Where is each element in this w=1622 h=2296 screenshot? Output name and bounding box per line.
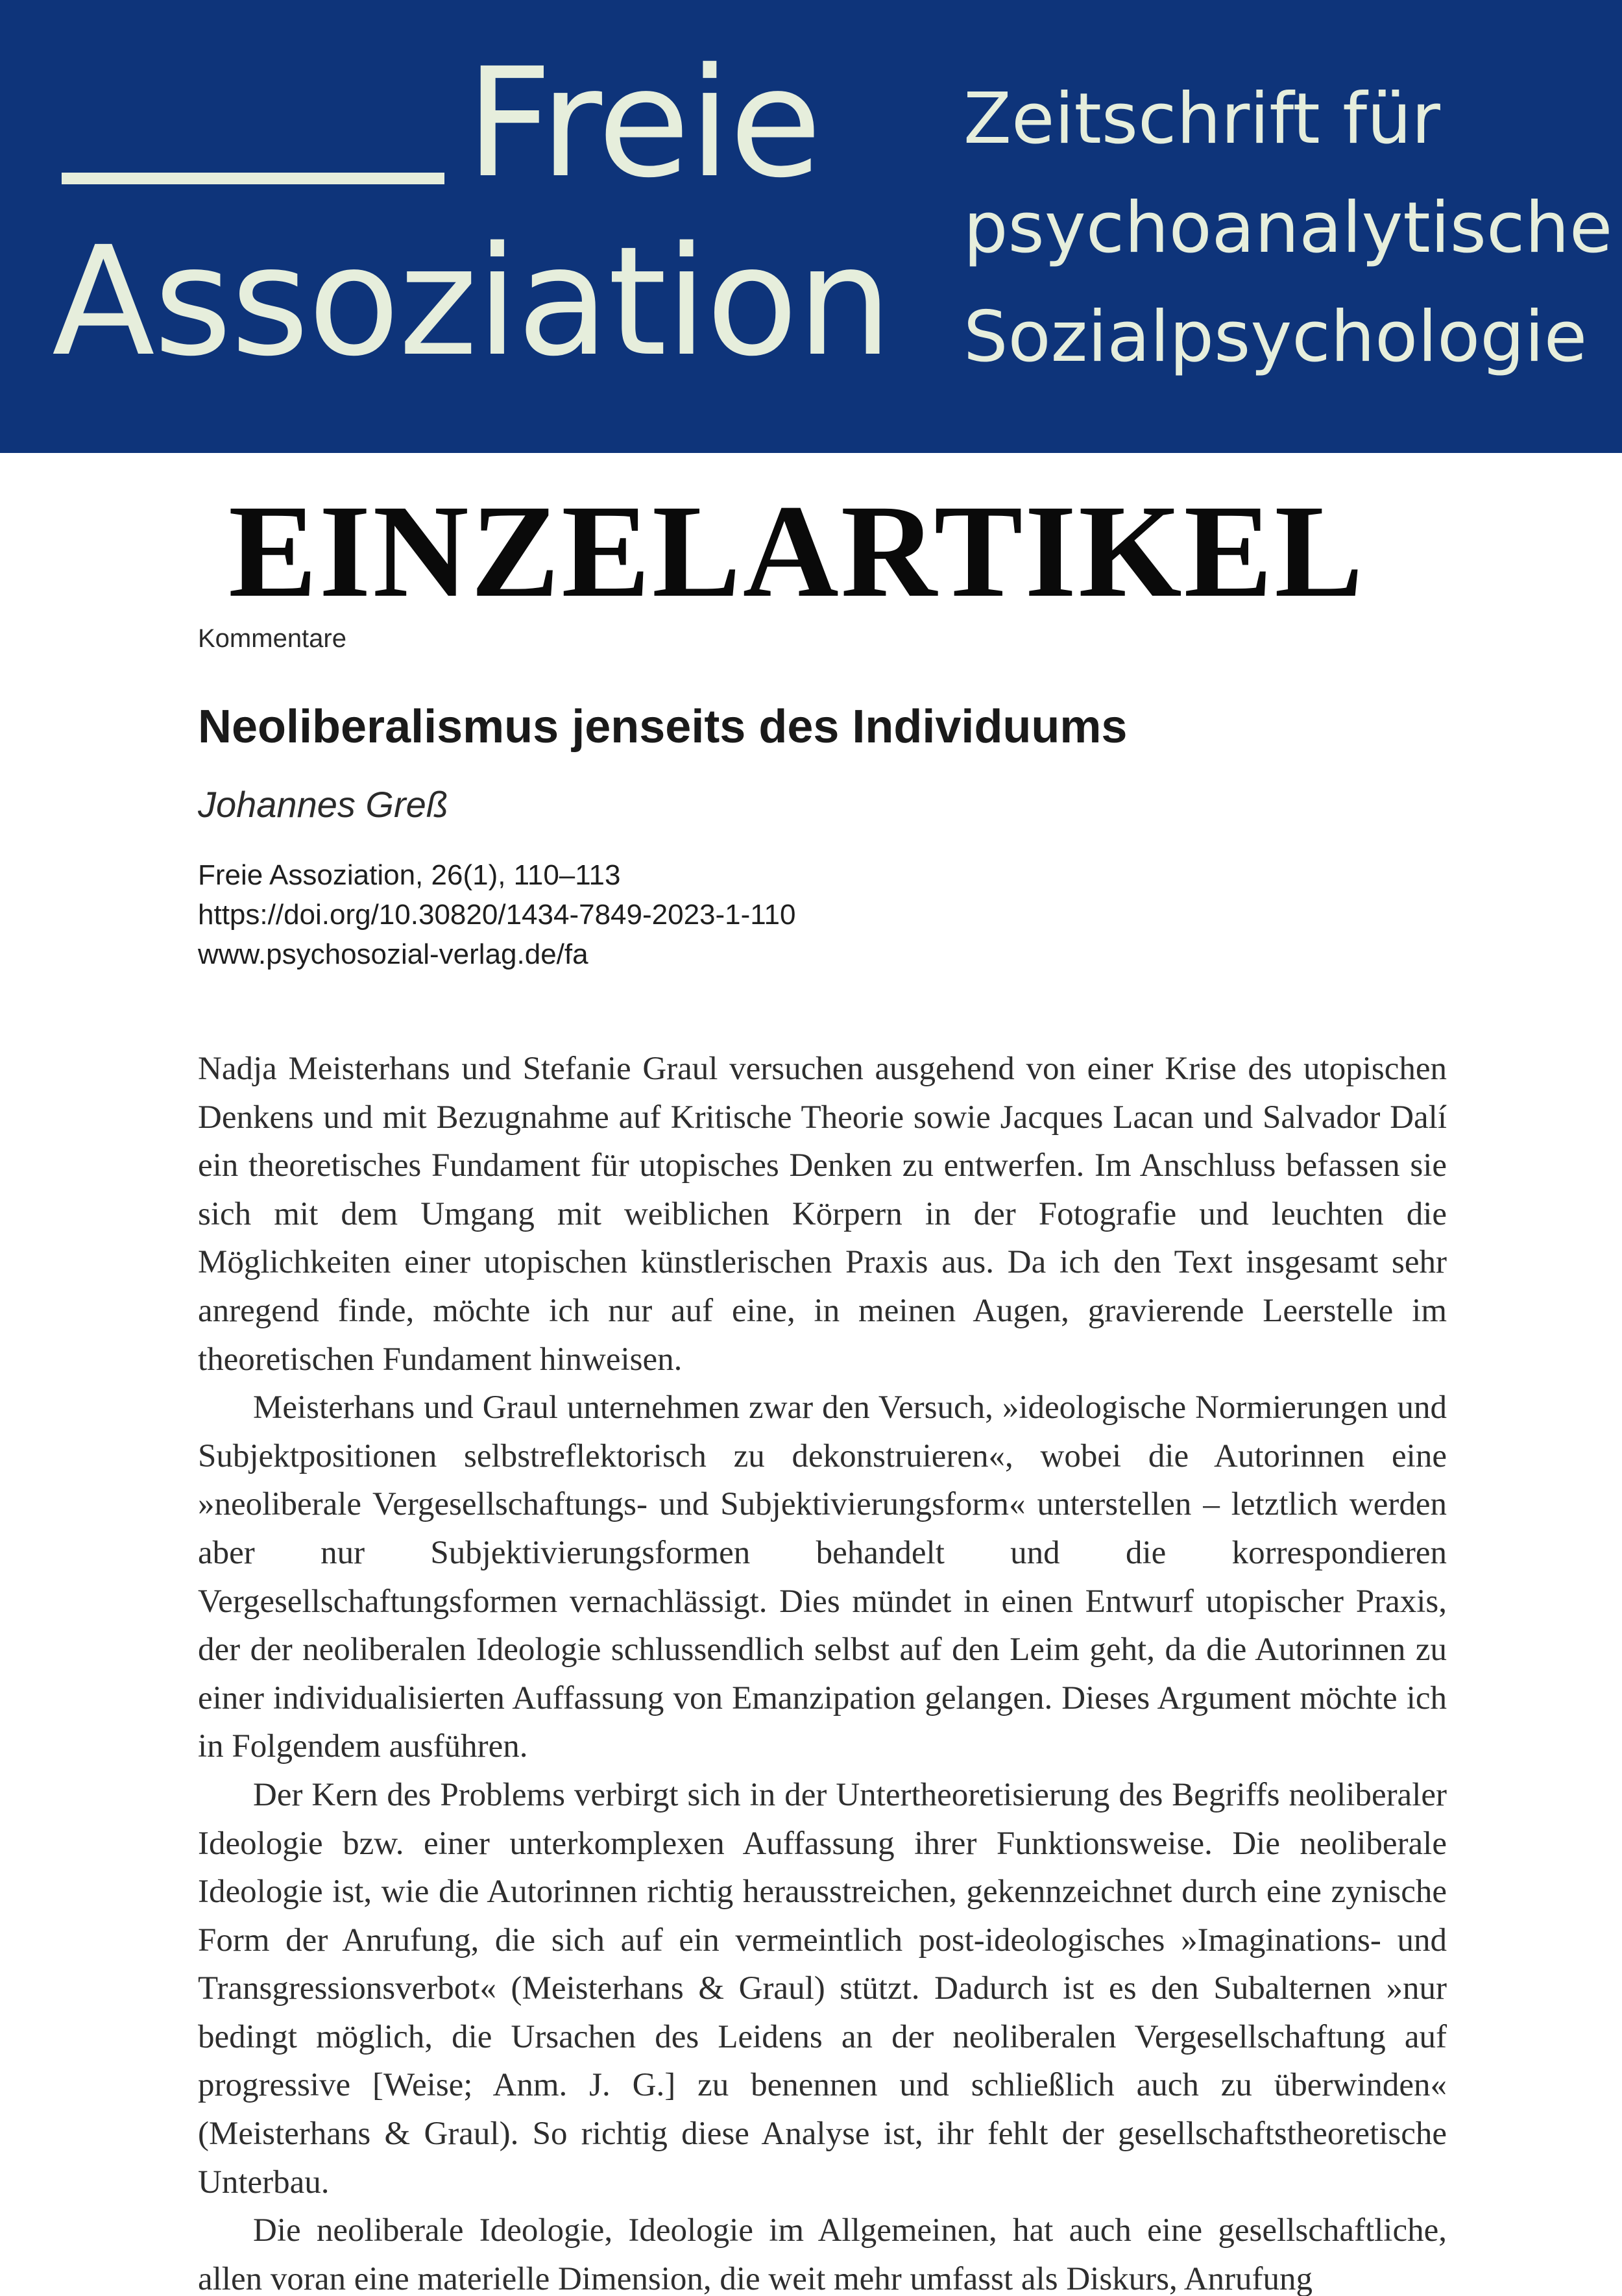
- citation-reference: Freie Assoziation, 26(1), 110–113: [198, 859, 621, 891]
- journal-header: [0, 0, 1622, 453]
- banner-heading: EINZELARTIKEL: [228, 478, 1366, 625]
- journal-subtitle-line: psychoanalytische: [963, 188, 1613, 269]
- body-paragraph: Der Kern des Problems verbirgt sich in der Untertheoretisierung des Begriffs neoliberaler Ideologie bzw. einer unterkomplexen Auffassung ihrer Funktionsweise. Die neoliberale Ideologie ist, wie die Autorinnen richtig herausstreichen, gekennzeichnet durch eine zynische Form der Anrufung, die sich auf ein vermeintlich post-ideologisches »Imaginations- und Transgressionsverbot« (Meisterhans & Graul) stützt. Dadurch ist es den Subalternen »nur bedingt möglich, die Ursachen des Leidens an der neoliberalen Vergesellschaftung auf progressive [Weise; Anm. J. G.] zu benennen und schließlich auch zu überwinden« (Meisterhans & Graul). So richtig diese Analyse ist, ihr fehlt der gesellschaftstheoretische Unterbau.: [198, 1776, 1447, 2201]
- article-author: Johannes Greß: [198, 784, 448, 825]
- journal-name-line1: Freie: [466, 36, 821, 211]
- body-paragraph: Meisterhans und Graul unternehmen zwar den Versuch, »ideologische Normierungen und Subjektpositionen selbstreflektorisch zu dekonstruieren«, wobei die Autorinnen eine »neoliberale Vergesellschaftungs- und Subjektivierungsform« unterstellen – letztlich werden aber nur Subjektivierungsformen behandelt und die korrespondieren Vergesellschaftungsformen vernachlässigt. Dies mündet in einen Entwurf utopischer Praxis, der der neoliberalen Ideologie schlussendlich selbst auf den Leim geht, da die Autorinnen zu einer individualisierten Auffassung von Emanzipation gelangen. Dieses Argument möchte ich in Folgendem ausführen.: [198, 1389, 1447, 1765]
- article-title: Neoliberalismus jenseits des Individuums: [198, 701, 1128, 753]
- journal-name-line2: Assoziation: [52, 214, 891, 389]
- body-paragraph: Die neoliberale Ideologie, Ideologie im Allgemeinen, hat auch eine gesellschaftliche, allen voran eine materielle Dimension, die weit mehr umfasst als Diskurs, Anrufung: [198, 2212, 1447, 2296]
- section-label: Kommentare: [198, 624, 346, 653]
- doi-link[interactable]: https://doi.org/10.30820/1434-7849-2023-1-110: [198, 899, 796, 931]
- website-link[interactable]: www.psychosozial-verlag.de/fa: [198, 938, 588, 970]
- citation-block: [198, 855, 795, 974]
- logo-rule: [62, 173, 444, 184]
- article-body: [198, 1045, 1447, 2296]
- journal-subtitle: [963, 65, 1613, 392]
- body-paragraph: Nadja Meisterhans und Stefanie Graul versuchen ausgehend von einer Krise des utopischen Denkens und mit Bezugnahme auf Kritische Theorie sowie Jacques Lacan und Salvador Dalí ein theoretisches Fundament für utopisches Denken zu entwerfen. Im Anschluss befassen sie sich mit dem Umgang mit weiblichen Körpern in der Fotografie und leuchten die Möglichkeiten einer utopischen künstlerischen Praxis aus. Da ich den Text insgesamt sehr anregend finde, möchte ich nur auf eine, in meinen Augen, gravierende Leerstelle im theoretischen Fundament hinweisen.: [198, 1051, 1447, 1378]
- journal-subtitle-line: Sozialpsychologie: [963, 297, 1588, 378]
- journal-subtitle-line: Zeitschrift für: [963, 79, 1440, 160]
